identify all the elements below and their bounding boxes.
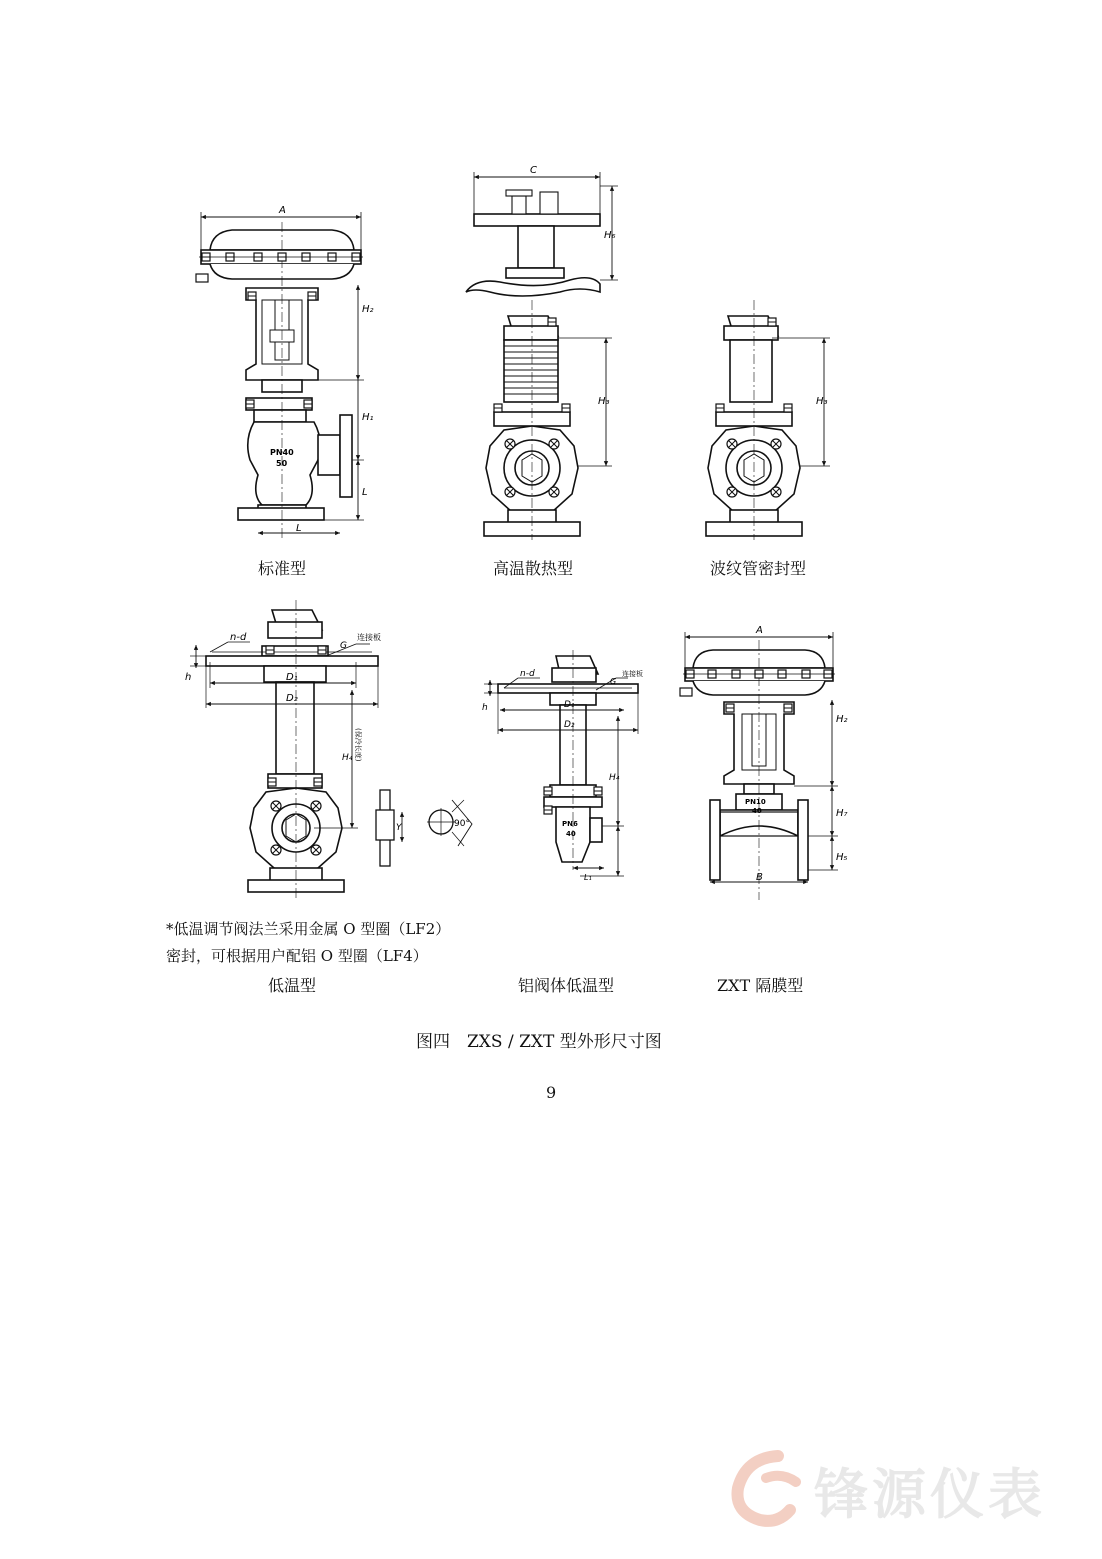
al-low-temp-dim-nd: n-d (520, 669, 535, 679)
al-low-temp-dim-D1: D₁ (564, 700, 575, 710)
low-temp-dim-lianjieban: 连接板 (357, 633, 381, 642)
zxt-dim-H2: H₂ (836, 714, 848, 725)
low-temp-dim-D2: D₂ (286, 693, 298, 704)
note-line-2: 密封，可根据用户配铝 O 型圈（LF4） (166, 947, 428, 965)
bellows-dim-H3: H₃ (816, 396, 828, 407)
standard-dim-H2: H₂ (362, 304, 374, 315)
al-low-temp-dim-H4: H₄ (609, 773, 620, 783)
al-low-temp-pn: PN6 (562, 820, 578, 828)
low-temp-dim-baoleng: (保冷长度) (354, 728, 362, 762)
low-temp-dim-Y: Y (396, 823, 402, 833)
low-temp-valve-drawing (190, 600, 472, 900)
low-temp-dim-D1: D₁ (286, 672, 298, 683)
al-low-temp-dim-D2: D₂ (564, 720, 575, 730)
label-low-temp: 低温型 (268, 976, 317, 995)
figure-caption: 图四 ZXS / ZXT 型外形尺寸图 (416, 1032, 662, 1052)
low-temp-dim-H4: H₄ (342, 753, 353, 763)
label-zxt-diaphragm: ZXT 隔膜型 (717, 976, 804, 995)
zxt-dim-B: B (756, 872, 763, 883)
al-low-temp-dn: 40 (566, 830, 576, 838)
al-low-temp-dim-lianjieban: 连接板 (622, 670, 643, 678)
page-number: 9 (546, 1083, 557, 1102)
standard-dn: 50 (276, 459, 288, 468)
al-low-temp-dim-h: h (482, 703, 488, 713)
standard-pn: PN40 (270, 448, 294, 457)
low-temp-dim-G: G (340, 641, 347, 651)
zxt-pn: PN10 (745, 798, 766, 806)
zxt-dim-H7: H₇ (836, 808, 848, 819)
zxt-dim-H5: H₅ (836, 852, 848, 863)
watermark-text: 锋源仪表 (814, 1463, 1046, 1526)
low-temp-dim-angle: 90° (454, 819, 470, 829)
standard-dim-L-bottom: L (296, 523, 302, 534)
label-high-temp: 高温散热型 (493, 559, 574, 578)
watermark-logo-icon (726, 1448, 806, 1528)
standard-dim-L: L (362, 487, 368, 498)
high-temp-valve-drawing (466, 172, 618, 540)
low-temp-dim-nd: n-d (230, 632, 247, 643)
label-standard: 标准型 (258, 559, 307, 578)
note-line-1: *低温调节阀法兰采用金属 O 型圈（LF2） (166, 920, 451, 938)
standard-dim-A: A (279, 205, 286, 216)
standard-dim-H1: H₁ (362, 412, 374, 423)
zxt-dim-A: A (756, 625, 763, 636)
zxt-dn: 40 (752, 807, 762, 815)
high-temp-dim-H6: H₆ (604, 230, 616, 241)
al-low-temp-dim-L1: L₁ (584, 873, 592, 882)
al-low-temp-dim-G: G (610, 677, 617, 686)
bellows-valve-drawing (706, 300, 830, 540)
label-bellows: 波纹管密封型 (710, 559, 807, 578)
high-temp-dim-C: C (530, 165, 537, 176)
high-temp-dim-H3: H₃ (598, 396, 610, 407)
label-al-low-temp: 铝阀体低温型 (518, 976, 615, 995)
low-temp-dim-h: h (185, 672, 192, 683)
